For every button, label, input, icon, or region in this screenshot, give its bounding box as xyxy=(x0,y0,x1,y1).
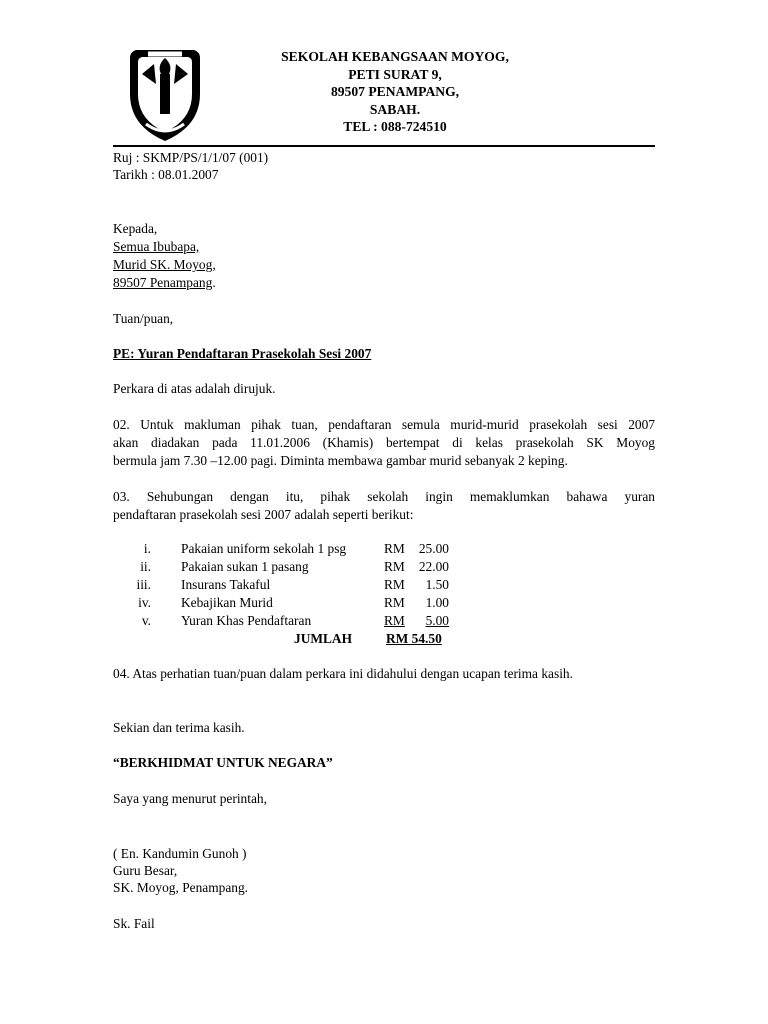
school-po-box: PETI SURAT 9, xyxy=(348,66,442,82)
fee-number: i. xyxy=(143,541,151,556)
paragraph-02 xyxy=(113,416,655,470)
paragraph-02-line-1: 02. Untuk makluman pihak tuan, pendaftaran semula murid-murid prasekolah sesi 2007 xyxy=(113,417,655,432)
fee-currency: RM xyxy=(384,595,405,610)
subject-line: PE: Yuran Pendaftaran Prasekolah Sesi 2007 xyxy=(113,346,372,361)
paragraph-04: 04. Atas perhatian tuan/puan dalam perkara ini didahului dengan ucapan terima kasih. xyxy=(113,666,573,681)
fee-item: Yuran Khas Pendaftaran xyxy=(181,613,312,628)
fee-number: ii. xyxy=(140,559,151,574)
letterhead-divider xyxy=(113,145,655,147)
letter-date: Tarikh : 08.01.2007 xyxy=(113,167,219,182)
paragraph-02-line-2: akan diadakan pada 11.01.2006 (Khamis) bertempat di kelas prasekolah SK Moyog xyxy=(113,435,655,450)
fee-number: v. xyxy=(141,613,151,628)
fee-amount: 25.00 xyxy=(418,541,449,556)
school-tel: TEL : 088-724510 xyxy=(343,119,447,134)
paragraph-03 xyxy=(113,488,655,524)
fee-row xyxy=(113,558,533,576)
salutation: Tuan/puan, xyxy=(113,311,174,326)
fee-row xyxy=(113,576,533,594)
fee-item: Pakaian uniform sekolah 1 psg xyxy=(181,541,347,556)
intro-line: Perkara di atas adalah dirujuk. xyxy=(113,381,276,396)
fee-amount: 1.00 xyxy=(425,595,449,610)
signoff-line: Saya yang menurut perintah, xyxy=(113,791,267,806)
signatory-school: SK. Moyog, Penampang. xyxy=(113,880,249,895)
school-state: SABAH. xyxy=(369,101,421,117)
fee-row xyxy=(113,594,533,612)
paragraph-02-line-3: bermula jam 7.30 –12.00 pagi. Diminta membawa gambar murid sebanyak 2 keping. xyxy=(113,453,568,468)
paragraph-03-line-2: pendaftaran prasekolah sesi 2007 adalah seperti berikut: xyxy=(113,507,414,522)
fee-table xyxy=(113,540,533,648)
fee-number: iv. xyxy=(138,595,151,610)
fee-currency: RM xyxy=(384,559,405,574)
recipient-line-1: Semua Ibubapa, xyxy=(113,239,200,254)
fee-number: iii. xyxy=(136,577,151,592)
fee-item: Pakaian sukan 1 pasang xyxy=(181,559,309,574)
fee-item: Insurans Takaful xyxy=(181,577,271,592)
letterhead xyxy=(200,48,590,136)
signatory-title: Guru Besar, xyxy=(113,863,178,878)
fee-amount: 1.50 xyxy=(425,577,449,592)
fee-currency: RM xyxy=(384,577,405,592)
fee-currency: RM xyxy=(384,613,405,628)
closing-line: Sekian dan terima kasih. xyxy=(113,720,245,735)
fee-row xyxy=(113,612,533,630)
fee-amount: 22.00 xyxy=(418,559,449,574)
paragraph-03-line-1: 03. Sehubungan dengan itu, pihak sekolah ingin memaklumkan bahawa yuran xyxy=(113,489,655,504)
recipient-line-3-end: . xyxy=(212,275,216,290)
fee-total-label: JUMLAH xyxy=(294,631,353,646)
reference-number: Ruj : SKMP/PS/1/1/07 (001) xyxy=(113,150,269,165)
fee-amount: 5.00 xyxy=(425,613,449,628)
fee-item: Kebajikan Murid xyxy=(181,595,273,610)
school-crest-logo xyxy=(124,44,206,144)
school-name: SEKOLAH KEBANGSAAN MOYOG, xyxy=(281,49,509,64)
recipient-line-3 xyxy=(113,274,216,292)
fee-row xyxy=(113,540,533,558)
motto: “BERKHIDMAT UNTUK NEGARA” xyxy=(113,755,333,770)
fee-currency: RM xyxy=(384,541,405,556)
recipient-line-2: Murid SK. Moyog, xyxy=(113,257,216,272)
signatory-name: ( En. Kandumin Gunoh ) xyxy=(113,846,247,861)
school-postcode-city: 89507 PENAMPANG, xyxy=(330,84,460,99)
fee-total-value: RM 54.50 xyxy=(386,631,442,646)
recipient-to: Kepada, xyxy=(113,221,158,236)
recipient-line-3-text: 89507 Penampang xyxy=(113,275,213,290)
fee-total-row xyxy=(113,630,533,648)
carbon-copy: Sk. Fail xyxy=(113,916,155,931)
